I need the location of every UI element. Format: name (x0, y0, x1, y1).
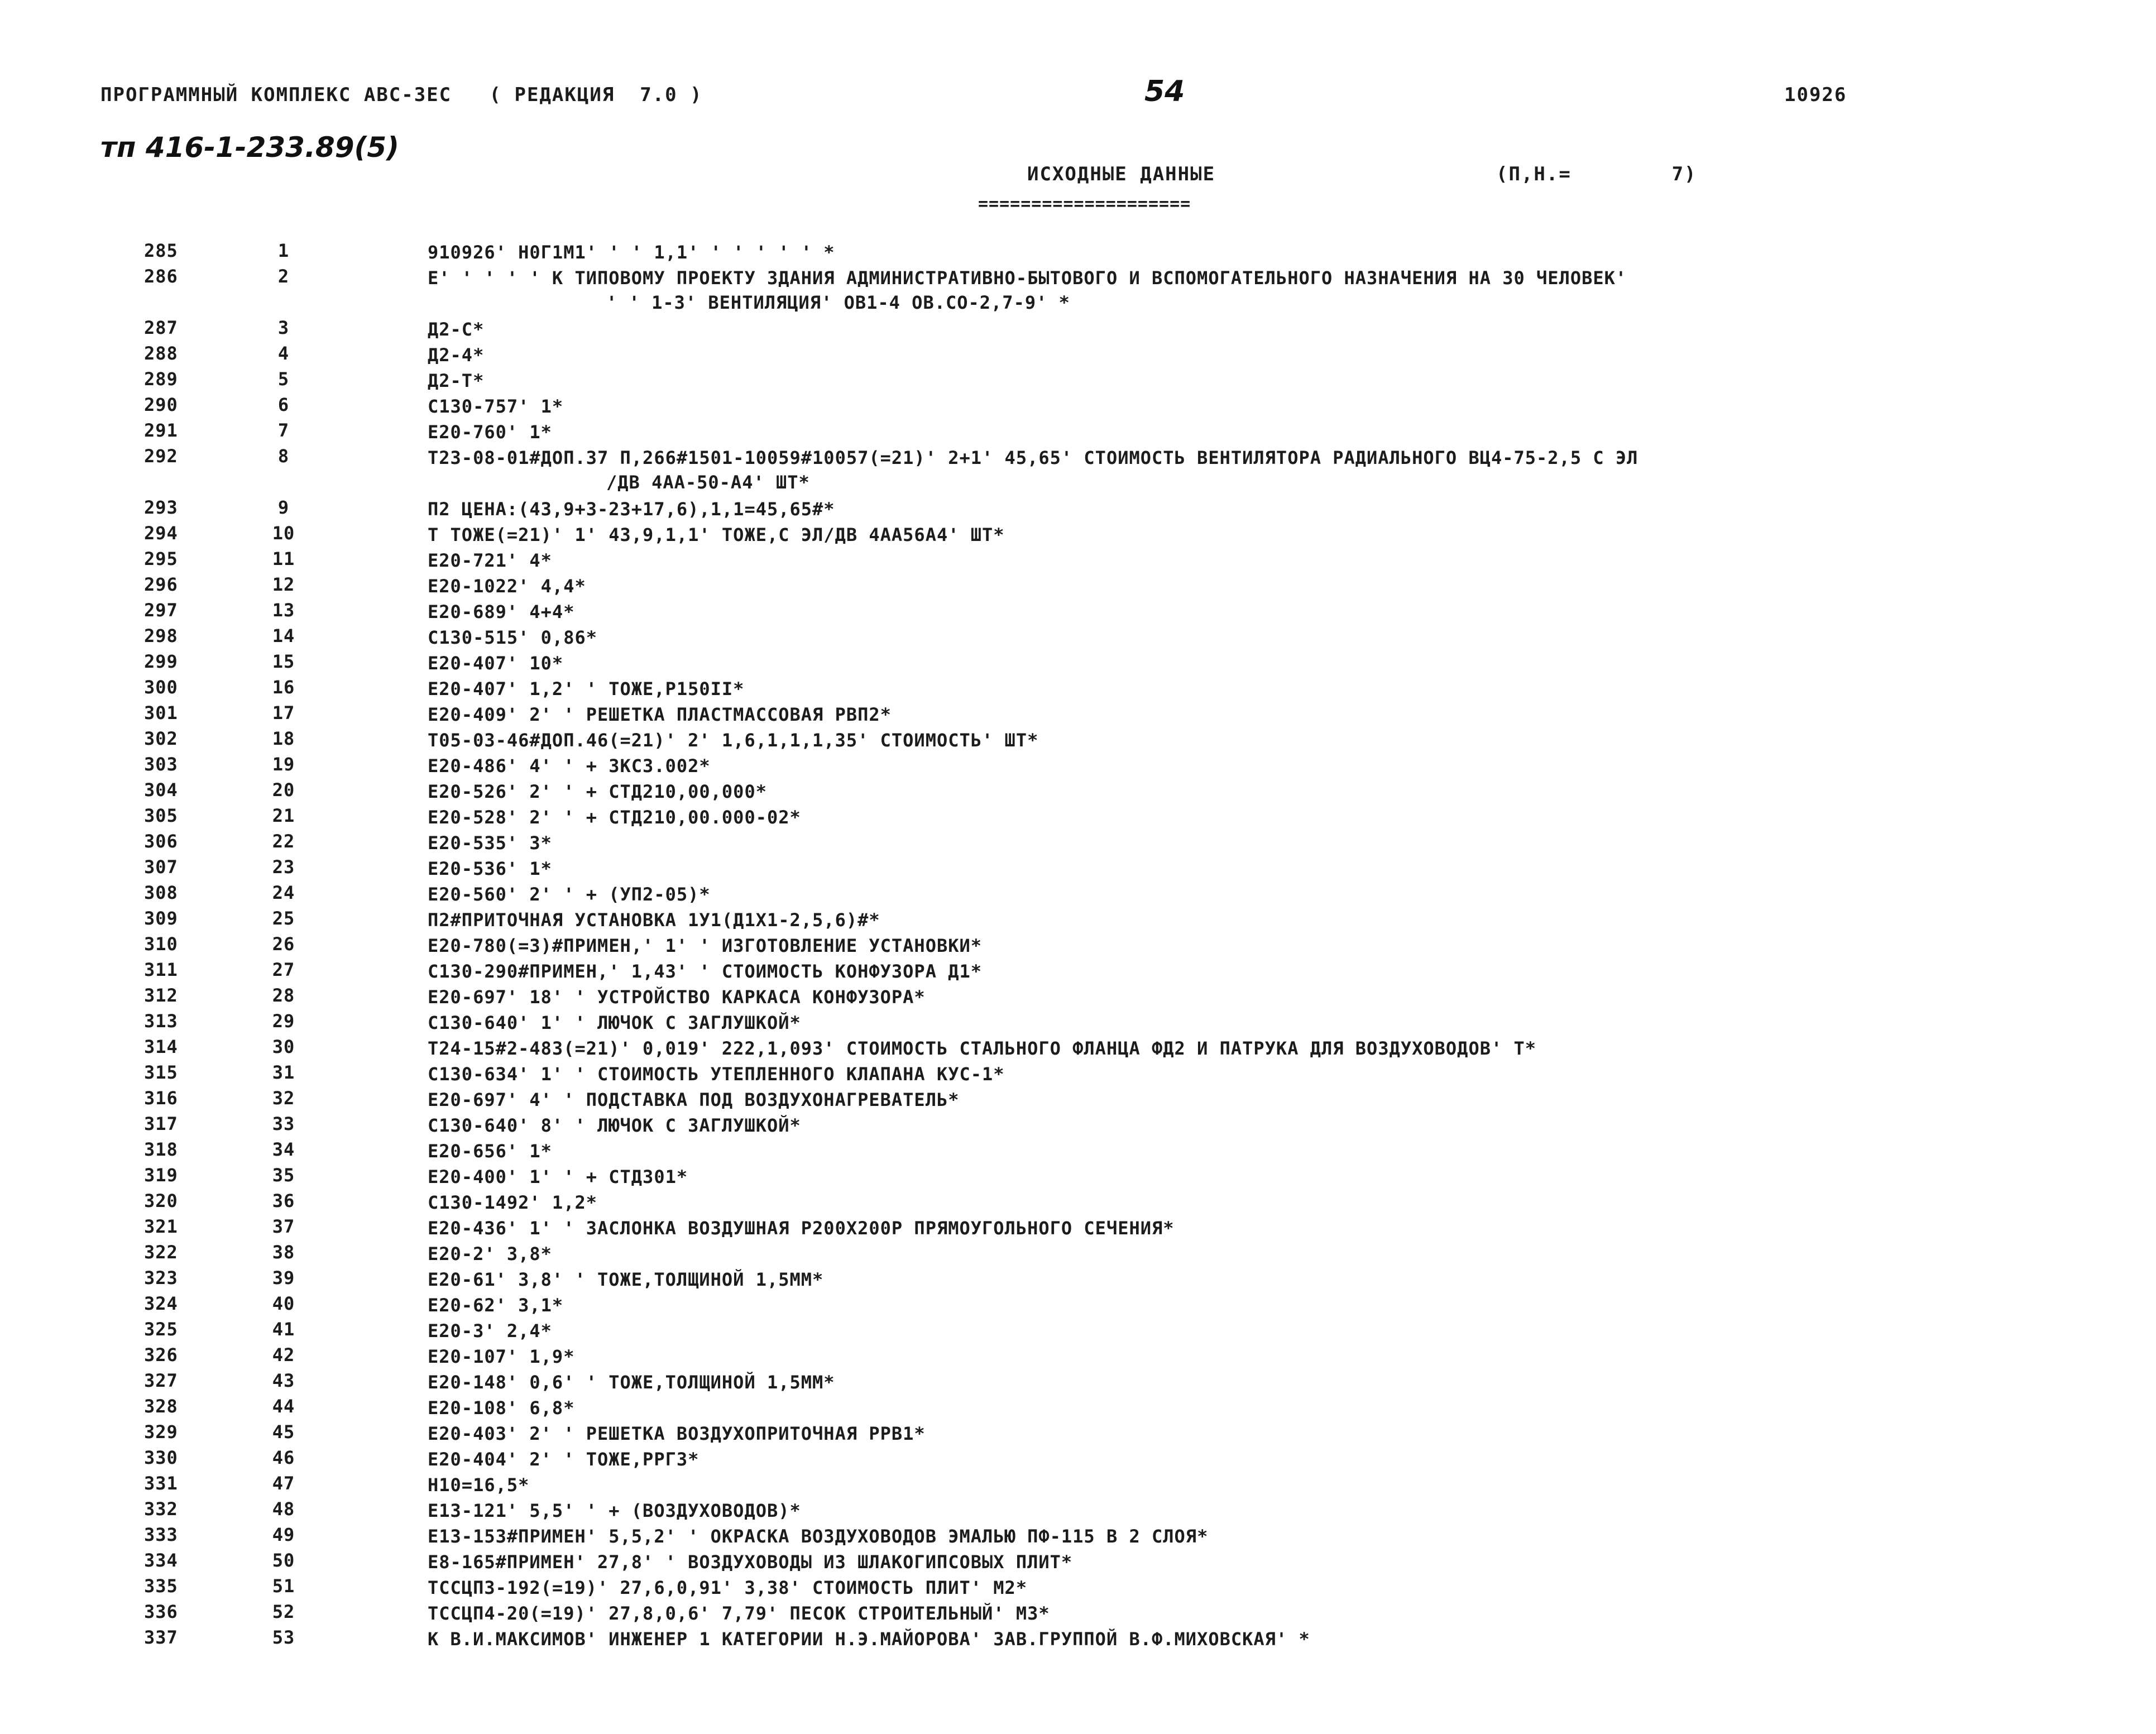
record-text-main: Е20-108' 6,8* (428, 1397, 575, 1419)
record-text (428, 1190, 2136, 1215)
record-text (428, 1396, 2136, 1420)
listing-row (144, 933, 2131, 959)
page-number: 54 (1144, 75, 1185, 108)
line-number: 306 (144, 831, 178, 852)
program-header: ПРОГРАММНЫЙ КОМПЛЕКС АВС-ЗЕС ( РЕДАКЦИЯ 7.0 ) (100, 84, 703, 106)
record-number: 48 (272, 1498, 295, 1520)
record-number: 33 (272, 1113, 295, 1134)
record-text (428, 625, 2136, 650)
line-number: 309 (144, 908, 178, 929)
line-number: 322 (144, 1242, 178, 1263)
record-text (428, 651, 2136, 676)
record-text (428, 1267, 2136, 1292)
record-number: 17 (272, 702, 295, 724)
line-number: 317 (144, 1113, 178, 1134)
listing-row (144, 856, 2131, 882)
record-number: 20 (272, 779, 295, 801)
title-underline: ==================== (978, 194, 1191, 214)
record-text (428, 702, 2136, 727)
record-text (428, 754, 2136, 778)
record-text (428, 805, 2136, 830)
record-text-main: Е20-403' 2' ' РЕШЕТКА ВОЗДУХОПРИТОЧНАЯ РРВ1* (428, 1423, 926, 1444)
record-text-main: Е13-153#ПРИМЕН' 5,5,2' ' ОКРАСКА ВОЗДУХОВОДОВ ЭМАЛЬЮ ПФ-115 В 2 СЛОЯ* (428, 1526, 1209, 1547)
listing-row (144, 266, 2131, 317)
record-text (428, 1524, 2136, 1549)
line-number: 299 (144, 651, 178, 672)
record-text (428, 1036, 2136, 1061)
line-number: 327 (144, 1370, 178, 1391)
record-text-main: Д2-Т* (428, 370, 485, 391)
record-number: 6 (277, 394, 290, 415)
record-text-main: П2 ЦЕНА:(43,9+3-23+17,6),1,1=45,65#* (428, 499, 835, 520)
record-text (428, 1139, 2136, 1163)
record-text (428, 856, 2136, 881)
record-number: 8 (277, 446, 290, 467)
line-number: 308 (144, 882, 178, 903)
record-text-main: С130-515' 0,86* (428, 627, 597, 648)
record-text-main: Е20-528' 2' ' + СТД210,00.000-02* (428, 807, 801, 828)
line-number: 286 (144, 266, 178, 287)
listing-row (144, 1344, 2131, 1370)
record-text-main: Д2-С* (428, 319, 485, 340)
record-number: 26 (272, 933, 295, 955)
listing-row (144, 1190, 2131, 1216)
line-number: 335 (144, 1575, 178, 1597)
line-number: 313 (144, 1010, 178, 1032)
line-number: 293 (144, 497, 178, 518)
listing-row (144, 1242, 2131, 1267)
record-number: 3 (277, 317, 290, 338)
listing-row (144, 600, 2131, 625)
record-number: 45 (272, 1421, 295, 1443)
document-number: 10926 (1784, 84, 1847, 106)
record-text (428, 317, 2136, 342)
record-text (428, 728, 2136, 753)
listing-row (144, 1113, 2131, 1139)
listing-row (144, 317, 2131, 343)
record-text-main: Е8-165#ПРИМЕН' 27,8' ' ВОЗДУХОВОДЫ ИЗ ШЛАКОГИПСОВЫХ ПЛИТ* (428, 1551, 1073, 1573)
section-code: (П,Н.= 7) (1496, 163, 1697, 185)
line-number: 314 (144, 1036, 178, 1057)
listing-row (144, 1524, 2131, 1550)
record-text-main: Е20-697' 4' ' ПОДСТАВКА ПОД ВОЗДУХОНАГРЕВАТЕЛЬ* (428, 1089, 960, 1110)
listing-row (144, 548, 2131, 574)
line-number: 337 (144, 1627, 178, 1648)
record-number: 53 (272, 1627, 295, 1648)
listing-row (144, 1370, 2131, 1396)
record-number: 25 (272, 908, 295, 929)
line-number: 329 (144, 1421, 178, 1443)
listing-row (144, 728, 2131, 754)
line-number: 312 (144, 985, 178, 1006)
record-text (428, 446, 2136, 495)
record-number: 18 (272, 728, 295, 749)
record-number: 51 (272, 1575, 295, 1597)
record-text (428, 1088, 2136, 1112)
listing-row (144, 985, 2131, 1010)
record-text-main: 910926' H0Г1M1' ' ' 1,1' ' ' ' ' ' * (428, 242, 835, 263)
record-text (428, 933, 2136, 958)
record-number: 29 (272, 1010, 295, 1032)
record-number: 11 (272, 548, 295, 569)
line-number: 292 (144, 446, 178, 467)
record-text (428, 1370, 2136, 1395)
record-text (428, 523, 2136, 547)
record-number: 30 (272, 1036, 295, 1057)
record-number: 46 (272, 1447, 295, 1468)
line-number: 324 (144, 1293, 178, 1314)
record-text-main: Е20-697' 18' ' УСТРОЙСТВО КАРКАСА КОНФУЗОРА* (428, 986, 926, 1008)
record-text-main: Т ТОЖЕ(=21)' 1' 43,9,1,1' ТОЖЕ,С ЭЛ/ДВ 4АА56А4' ШТ* (428, 524, 1005, 545)
record-text-main: Е20-535' 3* (428, 832, 552, 854)
record-number: 21 (272, 805, 295, 826)
record-text-main: Е13-121' 5,5' ' + (ВОЗДУХОВОДОВ)* (428, 1500, 801, 1521)
record-number: 49 (272, 1524, 295, 1545)
record-number: 47 (272, 1473, 295, 1494)
record-text (428, 266, 2136, 315)
listing-row (144, 1088, 2131, 1113)
record-text-main: Е20-3' 2,4* (428, 1320, 552, 1342)
listing-row (144, 754, 2131, 779)
line-number: 336 (144, 1601, 178, 1622)
record-text-main: Е20-560' 2' ' + (УП2-05)* (428, 884, 711, 905)
line-number: 325 (144, 1319, 178, 1340)
record-text-main: С130-640' 1' ' ЛЮЧОК С ЗАГЛУШКОЙ* (428, 1012, 801, 1033)
record-text-main: Т05-03-46#ДОП.46(=21)' 2' 1,6,1,1,1,35' СТОИМОСТЬ' ШТ* (428, 730, 1039, 751)
record-text-main: Е20-107' 1,9* (428, 1346, 575, 1367)
line-number: 291 (144, 420, 178, 441)
record-number: 9 (277, 497, 290, 518)
listing-row (144, 677, 2131, 702)
line-number: 320 (144, 1190, 178, 1211)
line-number: 300 (144, 677, 178, 698)
record-text (428, 1216, 2136, 1240)
line-number: 332 (144, 1498, 178, 1520)
line-number: 289 (144, 368, 178, 390)
line-number: 307 (144, 856, 178, 878)
record-text (428, 240, 2136, 265)
record-text (428, 574, 2136, 598)
listing-row (144, 1421, 2131, 1447)
record-number: 23 (272, 856, 295, 878)
record-number: 52 (272, 1601, 295, 1622)
listing-row (144, 651, 2131, 677)
record-text-main: С130-1492' 1,2* (428, 1192, 597, 1213)
listing-row (144, 1165, 2131, 1190)
record-number: 37 (272, 1216, 295, 1237)
line-number: 287 (144, 317, 178, 338)
listing-row (144, 240, 2131, 266)
record-number: 14 (272, 625, 295, 646)
record-text (428, 1242, 2136, 1266)
record-number: 42 (272, 1344, 295, 1366)
line-number: 290 (144, 394, 178, 415)
listing-row (144, 1447, 2131, 1473)
source-listing (144, 240, 2131, 1652)
record-text (428, 1062, 2136, 1086)
record-text-main: Е20-780(=3)#ПРИМЕН,' 1' ' ИЗГОТОВЛЕНИЕ УСТАНОВКИ* (428, 935, 983, 956)
listing-row (144, 779, 2131, 805)
record-text-main: Е20-407' 10* (428, 653, 564, 674)
record-text (428, 1113, 2136, 1138)
record-text-main: Е20-536' 1* (428, 858, 552, 879)
listing-row (144, 702, 2131, 728)
record-text (428, 394, 2136, 419)
line-number: 303 (144, 754, 178, 775)
record-number: 19 (272, 754, 295, 775)
listing-row (144, 1062, 2131, 1088)
record-text-main: Н10=16,5* (428, 1474, 530, 1496)
record-number: 24 (272, 882, 295, 903)
line-number: 311 (144, 959, 178, 980)
record-text (428, 1627, 2136, 1651)
handwritten-project-code: тп 416-1-233.89(5) (100, 131, 400, 164)
record-text-main: Е20-689' 4+4* (428, 601, 575, 622)
record-text (428, 677, 2136, 701)
listing-row (144, 1601, 2131, 1627)
listing-row (144, 805, 2131, 831)
line-number: 305 (144, 805, 178, 826)
record-text-continuation: /ДВ 4АА-50-А4' ШТ* (606, 472, 810, 493)
listing-row (144, 523, 2131, 548)
record-text-main: Е20-721' 4* (428, 550, 552, 571)
record-number: 28 (272, 985, 295, 1006)
record-text (428, 1421, 2136, 1446)
record-text-main: С130-634' 1' ' СТОИМОСТЬ УТЕПЛЕННОГО КЛАПАНА КУС-1* (428, 1064, 1005, 1085)
record-text (428, 1319, 2136, 1343)
record-text (428, 1473, 2136, 1497)
line-number: 333 (144, 1524, 178, 1545)
record-number: 15 (272, 651, 295, 672)
listing-row (144, 1498, 2131, 1524)
record-number: 7 (277, 420, 290, 441)
line-number: 295 (144, 548, 178, 569)
line-number: 302 (144, 728, 178, 749)
line-number: 321 (144, 1216, 178, 1237)
record-number: 41 (272, 1319, 295, 1340)
listing-row (144, 497, 2131, 523)
record-text-continuation: ' ' 1-3' ВЕНТИЛЯЦИЯ' ОВ1-4 ОВ.СО-2,7-9' * (606, 292, 1070, 313)
record-text-main: Е20-407' 1,2' ' ТОЖЕ,Р150II* (428, 678, 745, 700)
line-number: 328 (144, 1396, 178, 1417)
record-text-main: Е20-61' 3,8' ' ТОЖЕ,ТОЛЩИНОЙ 1,5ММ* (428, 1269, 824, 1290)
line-number: 330 (144, 1447, 178, 1468)
section-title: ИСХОДНЫЕ ДАННЫЕ (1027, 163, 1216, 185)
record-text-main: К В.И.МАКСИМОВ' ИНЖЕНЕР 1 КАТЕГОРИИ Н.Э.МАЙОРОВА' ЗАВ.ГРУППОЙ В.Ф.МИХОВСКАЯ' * (428, 1628, 1310, 1650)
record-number: 27 (272, 959, 295, 980)
record-text (428, 343, 2136, 367)
listing-row (144, 420, 2131, 446)
listing-row (144, 1216, 2131, 1242)
record-text (428, 1550, 2136, 1574)
record-text-main: Е20-656' 1* (428, 1141, 552, 1162)
record-number: 36 (272, 1190, 295, 1211)
record-text-main: Е20-404' 2' ' ТОЖЕ,РРГЗ* (428, 1449, 699, 1470)
record-text (428, 959, 2136, 984)
listing-row (144, 1575, 2131, 1601)
record-number: 50 (272, 1550, 295, 1571)
line-number: 297 (144, 600, 178, 621)
record-text-main: Е20-148' 0,6' ' ТОЖЕ,ТОЛЩИНОЙ 1,5ММ* (428, 1372, 835, 1393)
record-number: 40 (272, 1293, 295, 1314)
line-number: 304 (144, 779, 178, 801)
line-number: 285 (144, 240, 178, 261)
record-text (428, 368, 2136, 393)
listing-row (144, 959, 2131, 985)
record-text-main: Е20-526' 2' ' + СТД210,00,000* (428, 781, 767, 802)
record-text-main: Е20-400' 1' ' + СТД301* (428, 1166, 688, 1187)
record-text (428, 1447, 2136, 1472)
record-number: 4 (277, 343, 290, 364)
listing-row (144, 882, 2131, 908)
record-number: 44 (272, 1396, 295, 1417)
record-text-main: Е20-436' 1' ' ЗАСЛОНКА ВОЗДУШНАЯ Р200Х200Р ПРЯМОУГОЛЬНОГО СЕЧЕНИЯ* (428, 1218, 1175, 1239)
record-number: 35 (272, 1165, 295, 1186)
listing-row (144, 1550, 2131, 1575)
line-number: 310 (144, 933, 178, 955)
listing-row (144, 574, 2131, 600)
record-text (428, 985, 2136, 1009)
listing-row (144, 1010, 2131, 1036)
record-text (428, 1575, 2136, 1600)
record-number: 34 (272, 1139, 295, 1160)
listing-row (144, 1627, 2131, 1652)
record-text-main: Е20-1022' 4,4* (428, 576, 586, 597)
record-text-main: ТССЦП4-20(=19)' 27,8,0,6' 7,79' ПЕСОК СТРОИТЕЛЬНЫЙ' М3* (428, 1603, 1050, 1624)
record-text (428, 831, 2136, 855)
record-text (428, 497, 2136, 521)
listing-row (144, 1139, 2131, 1165)
record-number: 2 (277, 266, 290, 287)
record-text-main: Е20-2' 3,8* (428, 1243, 552, 1264)
line-number: 334 (144, 1550, 178, 1571)
record-number: 39 (272, 1267, 295, 1288)
record-number: 32 (272, 1088, 295, 1109)
record-number: 10 (272, 523, 295, 544)
listing-row (144, 1293, 2131, 1319)
record-text (428, 548, 2136, 573)
line-number: 298 (144, 625, 178, 646)
line-number: 296 (144, 574, 178, 595)
listing-row (144, 625, 2131, 651)
line-number: 315 (144, 1062, 178, 1083)
record-number: 31 (272, 1062, 295, 1083)
listing-row (144, 368, 2131, 394)
record-text-main: С130-640' 8' ' ЛЮЧОК С ЗАГЛУШКОЙ* (428, 1115, 801, 1136)
record-text-main: Д2-4* (428, 344, 485, 366)
record-text-main: С130-290#ПРИМЕН,' 1,43' ' СТОИМОСТЬ КОНФУЗОРА Д1* (428, 961, 983, 982)
line-number: 323 (144, 1267, 178, 1288)
line-number: 331 (144, 1473, 178, 1494)
record-number: 16 (272, 677, 295, 698)
record-text (428, 779, 2136, 804)
line-number: 294 (144, 523, 178, 544)
record-text-main: Т23-08-01#ДОП.37 П,266#1501-10059#10057(=21)' 2+1' 45,65' СТОИМОСТЬ ВЕНТИЛЯТОРА РАДИАЛЬНОГО ВЦ4-75-2,5 С ЭЛ (428, 447, 1638, 468)
line-number: 301 (144, 702, 178, 724)
record-text-main: Е' ' ' ' ' К ТИПОВОМУ ПРОЕКТУ ЗДАНИЯ АДМИНИСТРАТИВНО-БЫТОВОГО И ВСПОМОГАТЕЛЬНОГО НАЗНАЧЕНИЯ НА 30 ЧЕЛОВЕК' (428, 267, 1627, 289)
record-number: 38 (272, 1242, 295, 1263)
record-number: 22 (272, 831, 295, 852)
record-text (428, 1601, 2136, 1626)
line-number: 316 (144, 1088, 178, 1109)
record-text (428, 882, 2136, 907)
line-number: 326 (144, 1344, 178, 1366)
record-text (428, 908, 2136, 932)
record-text-main: Е20-62' 3,1* (428, 1295, 564, 1316)
record-text-main: П2#ПРИТОЧНАЯ УСТАНОВКА 1У1(Д1Х1-2,5,6)#* (428, 909, 880, 931)
record-text (428, 1344, 2136, 1369)
record-number: 5 (277, 368, 290, 390)
listing-row (144, 908, 2131, 933)
listing-row (144, 831, 2131, 856)
record-text (428, 600, 2136, 624)
record-text (428, 420, 2136, 444)
record-number: 1 (277, 240, 290, 261)
record-number: 12 (272, 574, 295, 595)
record-text-main: Т24-15#2-483(=21)' 0,019' 222,1,093' СТОИМОСТЬ СТАЛЬНОГО ФЛАНЦА ФД2 И ПАТРУКА ДЛЯ ВОЗДУХОВОДОВ' Т* (428, 1038, 1537, 1059)
record-text-main: ТССЦП3-192(=19)' 27,6,0,91' 3,38' СТОИМОСТЬ ПЛИТ' М2* (428, 1577, 1028, 1598)
record-text-main: Е20-409' 2' ' РЕШЕТКА ПЛАСТМАССОВАЯ РВП2* (428, 704, 892, 725)
listing-row (144, 1319, 2131, 1344)
listing-row (144, 343, 2131, 368)
line-number: 318 (144, 1139, 178, 1160)
record-text-main: С130-757' 1* (428, 396, 564, 417)
record-text (428, 1165, 2136, 1189)
record-text (428, 1010, 2136, 1035)
listing-row (144, 1473, 2131, 1498)
record-text (428, 1293, 2136, 1318)
record-text-main: Е20-760' 1* (428, 421, 552, 443)
record-text-main: Е20-486' 4' ' + ЗКСЗ.002* (428, 755, 711, 777)
listing-row (144, 1396, 2131, 1421)
listing-row (144, 1036, 2131, 1062)
listing-row (144, 446, 2131, 497)
line-number: 319 (144, 1165, 178, 1186)
listing-row (144, 1267, 2131, 1293)
record-text (428, 1498, 2136, 1523)
record-number: 13 (272, 600, 295, 621)
record-number: 43 (272, 1370, 295, 1391)
listing-row (144, 394, 2131, 420)
line-number: 288 (144, 343, 178, 364)
